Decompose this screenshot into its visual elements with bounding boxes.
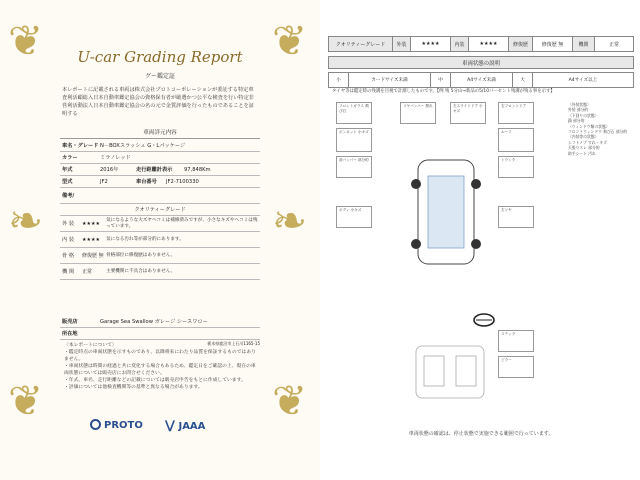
address-small: 栃木県鹿沼市上石川1165-15 [207,341,260,346]
damage-box: 右フロントドア [498,102,534,124]
vehicle-details-table [60,140,260,280]
frame-value: 修復歴 無 [82,253,104,259]
damage-box: ステップ [498,330,534,352]
damage-box: ピラー [498,356,534,378]
certificate-intro: 本レポートに記載される車両は株式会社プロトコーポレーションが委託する特定車査利活顧総入日本自動車鑑定協会の資格保有者が厳選かつ公平な検査を行い特定非営利活動法人日本自動車鑑定協会の名の元で金質評価を行ったものであることを証明する [62,87,254,117]
vehicle-name-value: N－BOXスラッシュ G・Lパッケージ [100,143,186,149]
interior-label: 内 装 [62,237,75,243]
size-large-desc: A4サイズ以上 [568,78,598,83]
year-label: 年式 [62,167,73,173]
car-top-view-icon [398,152,494,272]
side-note: シフトノブ すれ・キズ [568,139,607,145]
repair-header: 修復歴 [509,37,533,51]
grading-table [328,36,634,52]
damage-box: 左リヤ [498,206,534,228]
exterior-stars: ★★★★ [82,220,100,227]
condition-bottom-note: 車両状態の確認は、停止状態で実施できる範囲で行っています。 [408,431,554,437]
steering-wheel-icon [472,312,496,328]
size-small-desc: カードサイズ未満 [349,73,431,87]
ornament-mid-right-icon: ❧ [272,196,308,245]
table-row [60,152,260,164]
size-small: 小 [329,73,349,87]
jaaa-logo-text: JAAA [178,421,206,432]
interior-view-icon [412,342,488,402]
damage-box: フロントガラス 飛び石 [336,102,372,124]
damage-box: ボンネット 小キズ [336,128,372,152]
quality-grade-title: クオリティーグレード [60,204,260,216]
damage-box: 左スライドドア 小キズ [450,102,486,124]
certificate-subtitle: グー鑑定証 [144,73,175,80]
frame-desc: 骨格部位に修復歴はありません。 [106,252,176,258]
color-value: ミラノレッド [100,155,131,161]
year-value: 2016年 [100,167,119,173]
shop-value: Garage Sea Swallow ガレージ シースワロー [100,319,208,325]
note-item: ・車両状態は時間の経過と共に変化する場合もあるため、鑑定日をご確認の上、現在の車両状態については販売店にお問合せください。 [64,364,256,376]
damage-box: ルーフ [498,128,534,152]
model-value: JF2 [100,178,108,185]
table-row [60,176,260,188]
side-note: 〈外装状態〉 [568,102,591,107]
note-item: ・評価については他検査機関等の基準と異なる場合があります。 [64,385,203,390]
mileage-label: 走行距離計表示 [136,167,173,173]
proto-logo-text: PROTO [104,420,143,431]
tire-note: タイヤ等は鑑定時の残溝を目視で計測したものです。【例 残 5分山→新品の5/10パーセント残溝が残る事を示す】 [332,89,555,94]
model-label: 型式 [62,179,73,185]
ornament-mid-left-icon: ❧ [8,196,44,245]
remarks-label: 備考/ [62,193,75,199]
chassis-value: JF2-7100330 [166,178,199,185]
color-label: カラー [62,155,78,161]
table-row [60,328,260,340]
condition-side-notes [568,102,634,156]
condition-title: 車両状態の説明 [328,56,634,69]
jaaa-logo [165,418,206,432]
side-note: 助手シート 汚れ [568,150,596,156]
condition-sheet [322,0,640,480]
ornament-top-left-icon: ❦ [8,16,44,65]
exterior-desc: 気になるような大ズヤヘコミは補修済みですが、小さなキズやヘコミは残っています。 [106,217,258,229]
engine-label: 機 関 [62,269,75,275]
exterior-label: 外 装 [62,221,75,227]
vehicle-name-label: 車名・グレード [62,143,99,149]
notes-title: 〈本レポートについて〉 [64,343,117,348]
frame-label: 骨 格 [62,253,75,259]
grade-header: クオリティーグレード [329,37,393,51]
table-row [60,264,260,280]
repair-value: 修復歴 無 [533,37,573,51]
engine-value: 正常 [608,41,619,48]
note-item: ・年式、車名、走行距離などの記載については販売店申告をもとに作成しています。 [64,378,246,383]
interior-stars: ★★★★ [82,236,100,243]
ornament-bottom-right-icon: ❦ [272,376,308,425]
engine-value: 正常 [82,269,93,275]
side-note: 〈ウィンドウ類の状態〉 [568,123,610,129]
proto-mark-icon [90,419,101,430]
size-large: 大 [513,73,533,87]
chassis-label: 車台番号 [136,179,157,185]
damage-box: トランク [498,156,534,178]
table-row [60,164,260,176]
engine-header: 機関 [573,37,595,51]
table-row [60,140,260,152]
certificate-title: U-car Grading Report [77,48,243,66]
ornament-top-right-icon: ❦ [272,16,308,65]
logos [90,418,250,432]
vehicle-section-title: 車両詳元内容 [60,128,260,139]
side-note: 〈内装等の状態〉 [568,134,599,140]
side-note: フロントウィンドウ 飛び石 部分的 [568,129,628,135]
side-note: 錆 部分的 [568,118,585,124]
shop-label: 販売店 [62,319,78,325]
interior-stars: ★★★★ [469,37,509,51]
note-item: ・鑑定時点の車両状態を示すものであり、以降将来にわたり品質を保証するものではありません。 [64,350,256,362]
exterior-header: 外装 [393,37,411,51]
side-note: 〈下回りの状態〉 [568,112,599,118]
jaaa-mark-icon: ⋁ [164,418,175,432]
interior-header: 内装 [451,37,469,51]
damage-box: リヤバンパー 擦れ [400,102,436,124]
table-row [60,188,260,204]
damage-box: 前バンパー 部分的 [336,156,372,178]
damage-diagram [328,102,634,422]
damage-box: ボディ 小キズ [336,206,372,228]
size-medium: 中 [431,73,451,87]
address-label: 所在地 [62,331,78,337]
table-row [60,232,260,248]
mileage-value: 97,848Km [184,166,211,173]
table-row [60,248,260,264]
engine-desc: 主要機関に不具合はありません。 [106,268,176,274]
report-notes [64,342,260,391]
size-medium-desc: A4サイズ未満 [451,73,513,87]
table-row [60,316,260,328]
interior-desc: 気になる汚れ等が部分的にあります。 [106,236,184,242]
ornament-bottom-left-icon: ❦ [8,376,44,425]
exterior-stars: ★★★★ [411,37,451,51]
side-note: 天張りスレ 部分的 [568,145,600,151]
proto-logo [90,419,143,431]
table-row [60,216,260,232]
side-note: 外装 部分的 [568,107,589,113]
size-legend [328,72,634,88]
